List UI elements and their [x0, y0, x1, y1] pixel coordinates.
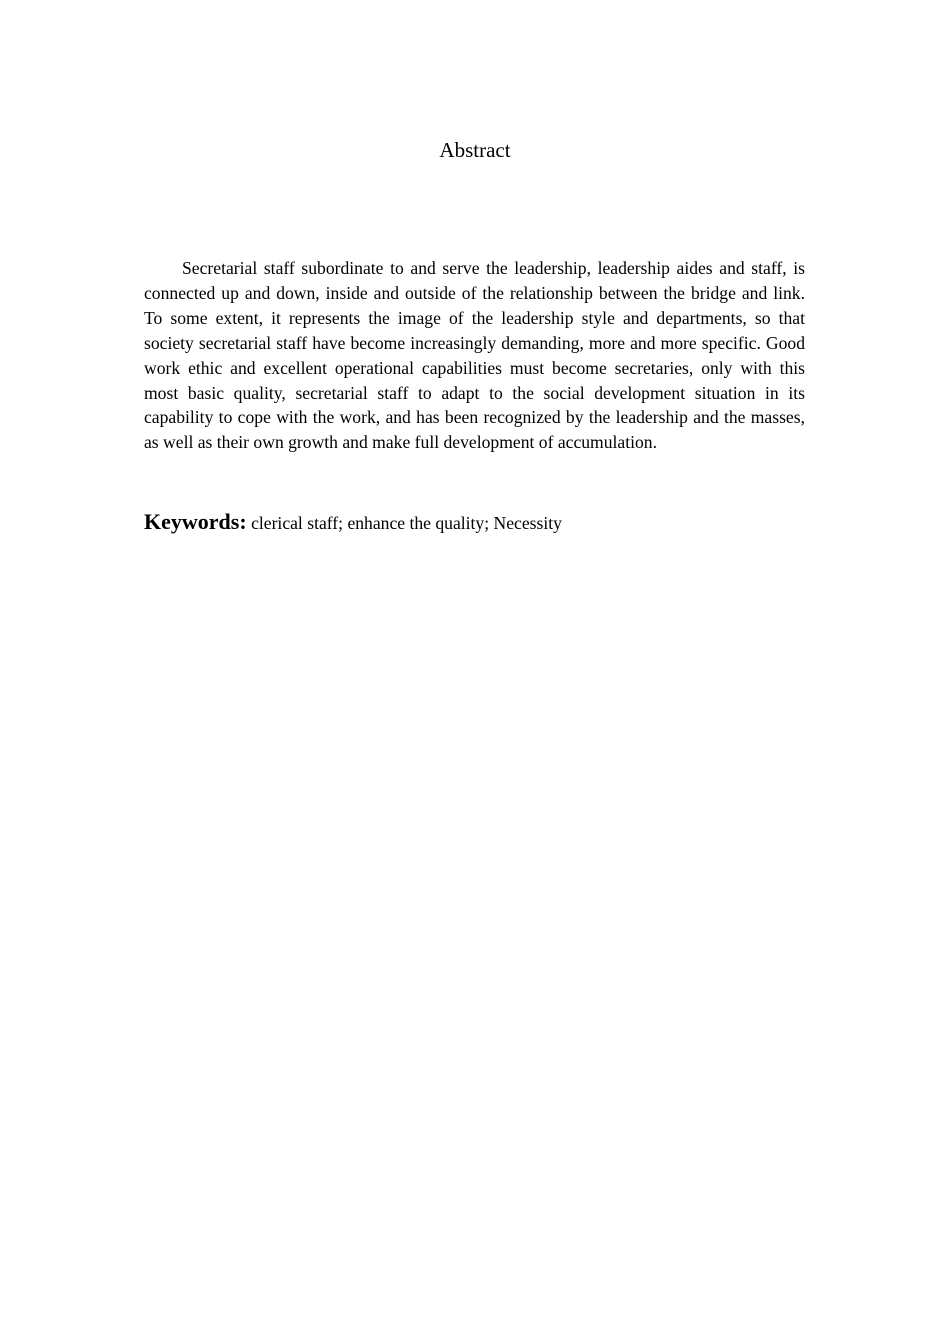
keywords-list: clerical staff; enhance the quality; Necessity	[251, 513, 562, 533]
keywords-line	[144, 507, 805, 538]
abstract-paragraph: Secretarial staff subordinate to and serve the leadership, leadership aides and staff, is connected up and down, inside and outside of the relationship between the bridge and link. To some extent, it represents the image of the leadership style and departments, so that society secretarial staff have become increasingly demanding, more and more specific. Good work ethic and excellent operational capabilities must become secretaries, only with this most basic quality, secretarial staff to adapt to the social development situation in its capability to cope with the work, and has been recognized by the leadership and the masses, as well as their own growth and make full development of accumulation.	[144, 258, 805, 453]
page-title: Abstract	[439, 138, 511, 162]
keywords-label: Keywords:	[144, 509, 247, 534]
